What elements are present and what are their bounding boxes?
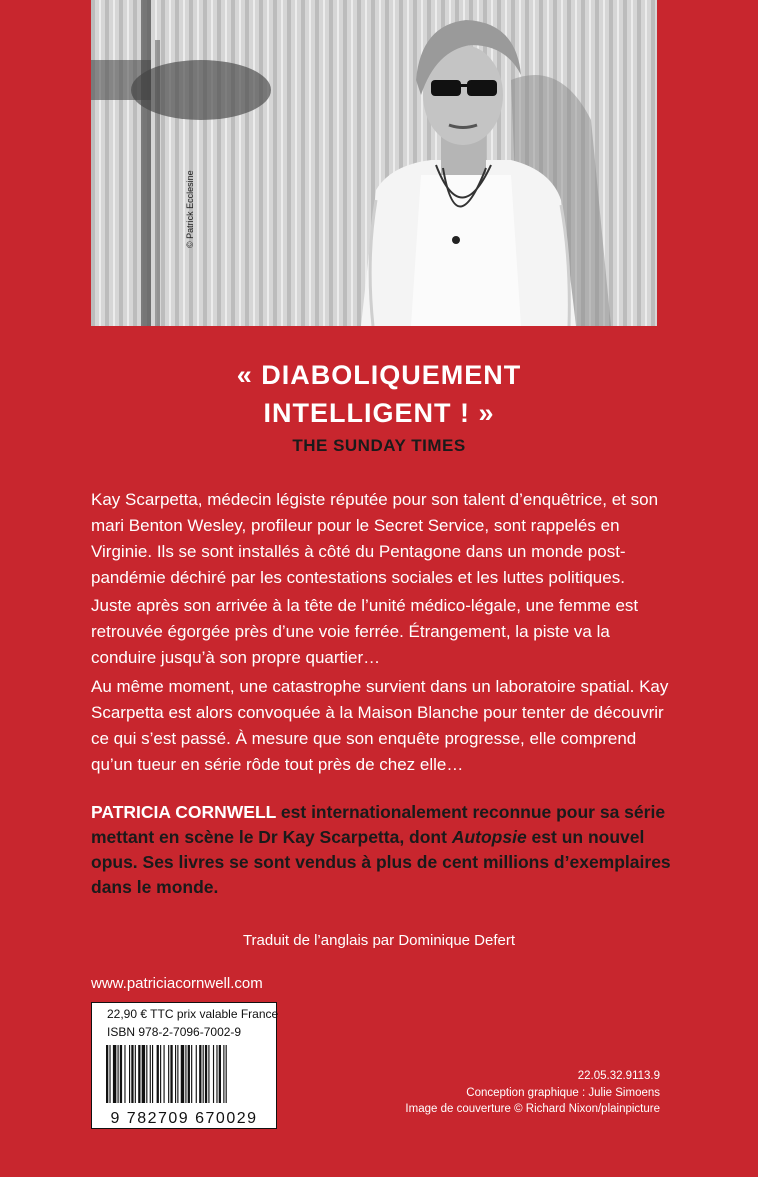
author-photo-image [91,0,657,326]
product-code: 22.05.32.9113.9 [577,1070,660,1082]
pull-quote-line-2: INTELLIGENT ! » [263,398,495,428]
barcode-panel [91,1002,277,1129]
synopsis-paragraph: Kay Scarpetta, médecin légiste réputée pour son talent d’enquêtrice, et son mari Benton Wesley, profileur pour le Secret Service, sont rappelés en Virginie. Ils se sont installés à côté du Pentagone dans un monde post-pandémie déchiré par les contestations sociales et les luttes politiques. [91,490,659,587]
book-title: Autopsie [451,827,527,847]
author-website[interactable]: www.patriciacornwell.com [91,975,263,992]
cover-image-credit: Image de couverture © Richard Nixon/plainpicture [405,1103,660,1115]
synopsis-paragraph: Au même moment, une catastrophe survient dans un laboratoire spatial. Kay Scarpetta est alors convoquée à la Maison Blanche pour tenter de découvrir ce qui s’est passé. À mesure que son enquête progresse, elle comprend qu’un tueur en série rôde tout près de chez elle… [91,677,669,774]
price-text: 22,90 € TTC prix valable France [107,1007,279,1021]
translator-credit: Traduit de l’anglais par Dominique Defert [242,932,516,949]
design-credit: Conception graphique : Julie Simoens [466,1086,660,1099]
pull-quote-line-1: « DIABOLIQUEMENT [236,360,522,390]
bio-text-2: est un nouvel opus. Ses livres se sont vendus à plus de cent millions d’exemplaires dans le monde. [91,827,671,897]
barcode-image [92,1043,276,1127]
author-bio [91,800,677,900]
synopsis-paragraph: Juste après son arrivée à la tête de l’unité médico-légale, une femme est retrouvée égorgée près d’une voie ferrée. Étrangement, la piste va la conduire jusqu’à son propre quartier… [91,596,639,667]
photo-credit: © Patrick Ecclesine [185,170,195,248]
credits-block [405,1068,660,1118]
author-photo [91,0,657,326]
bio-text-1: est internationalement reconnue pour sa série mettant en scène le Dr Kay Scarpetta, dont [91,802,666,847]
isbn-text: ISBN 978-2-7096-7002-9 [107,1025,242,1039]
author-name: PATRICIA CORNWELL [91,802,277,822]
barcode-digits: 9 782709 670029 [110,1110,258,1127]
pull-quote-source: THE SUNDAY TIMES [292,436,466,455]
